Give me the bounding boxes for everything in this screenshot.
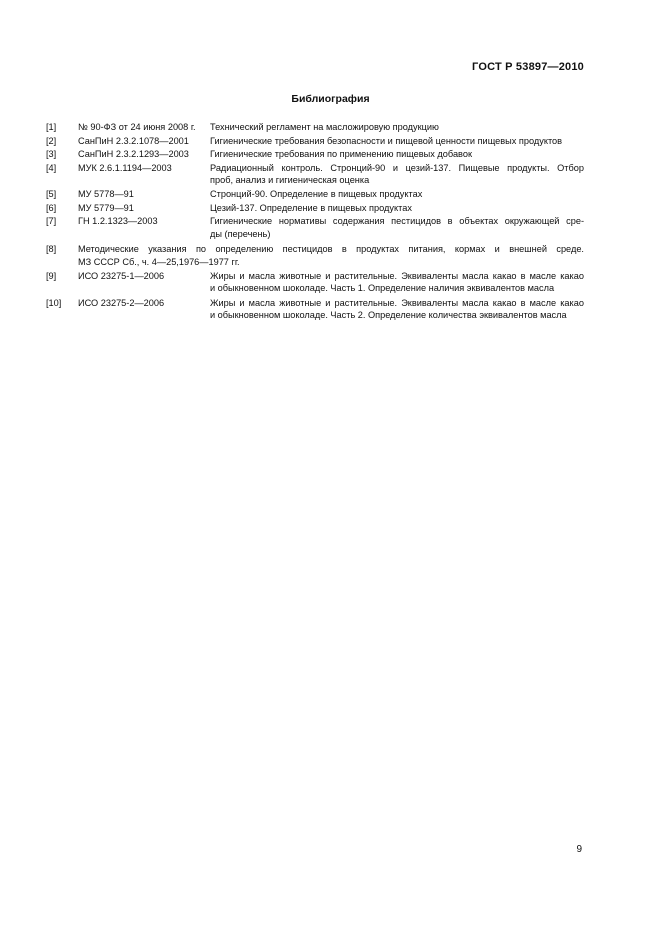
entry-description-line: МЗ СССР Сб., ч. 4—25,1976—1977 гг.	[78, 256, 240, 267]
entry-description	[78, 243, 584, 268]
entry-description	[210, 135, 584, 148]
entry-number: [10]	[46, 297, 62, 308]
bibliography-list	[46, 121, 584, 322]
entry-description	[210, 270, 584, 295]
entry-description-line: и обыкновенном шоколаде. Часть 2. Определение количества эквивалентов масла	[210, 310, 567, 321]
entry-description-line: Стронций-90. Определение в пищевых продуктах	[210, 188, 423, 199]
entry-description-line: Гигиенические требования безопасности и пищевой ценности пищевых продуктов	[210, 135, 563, 146]
entry-description-line: Технический регламент на масложировую продукцию	[210, 122, 439, 132]
entry-description	[210, 202, 584, 215]
entry-number: [3]	[46, 149, 57, 160]
entry-number: [4]	[46, 162, 57, 173]
entry-description	[210, 297, 584, 322]
entry-number: [8]	[46, 244, 57, 255]
entry-description	[210, 148, 584, 161]
entry-description-line: проб, анализ и гигиеническая оценка	[210, 175, 370, 186]
entry-description	[210, 121, 584, 134]
entry-document: ГН 1.2.1323—2003	[78, 216, 158, 227]
bibliography-entry	[46, 297, 584, 322]
bibliography-entry	[46, 243, 584, 268]
entry-description-line: Цезий-137. Определение в пищевых продуктах	[210, 202, 412, 213]
entry-number: [9]	[46, 270, 57, 281]
entry-description-line: Жиры и масла животные и растительные. Эквиваленты масла какао в масле какао	[210, 297, 584, 308]
page-title: Библиография	[291, 93, 370, 105]
entry-description-line: Жиры и масла животные и растительные. Эквиваленты масла какао в масле какао	[210, 270, 584, 281]
entry-description-line: Методические указания по определению пестицидов в продуктах питания, кормах и внешней среде.	[78, 244, 584, 255]
bibliography-entry	[46, 270, 584, 295]
entry-description	[210, 162, 584, 187]
bibliography-entry	[46, 135, 584, 148]
entry-description	[210, 188, 584, 201]
entry-document: МУ 5778—91	[78, 188, 134, 199]
entry-description	[210, 215, 584, 240]
entry-document: СанПиН 2.3.2.1078—2001	[78, 135, 189, 146]
entry-number: [1]	[46, 122, 57, 132]
bibliography-entry	[46, 188, 584, 201]
entry-description-line: Гигиенические нормативы содержания пестицидов в объектах окружающей сре-	[210, 216, 584, 227]
entry-description-line: ды (перечень)	[210, 228, 271, 239]
standard-code: ГОСТ Р 53897—2010	[472, 61, 584, 73]
bibliography-entry	[46, 202, 584, 215]
entry-number: [5]	[46, 188, 57, 199]
entry-document: МУ 5779—91	[78, 202, 134, 213]
entry-document: ИСО 23275-1—2006	[78, 270, 165, 281]
entry-document: СанПиН 2.3.2.1293—2003	[78, 149, 189, 160]
bibliography-entry	[46, 121, 584, 134]
entry-number: [6]	[46, 202, 57, 213]
entry-document: № 90-ФЗ от 24 июня 2008 г.	[78, 122, 196, 132]
entry-number: [2]	[46, 135, 57, 146]
entry-number: [7]	[46, 216, 57, 227]
page-number: 9	[576, 844, 582, 855]
bibliography-entry	[46, 148, 584, 161]
entry-document: ИСО 23275-2—2006	[78, 297, 165, 308]
entry-description-line: Радиационный контроль. Стронций-90 и цезий-137. Пищевые продукты. Отбор	[210, 162, 584, 173]
bibliography-entry	[46, 215, 584, 240]
entry-description-line: Гигиенические требования по применению пищевых добавок	[210, 149, 472, 160]
bibliography-entry	[46, 162, 584, 187]
entry-description-line: и обыкновенном шоколаде. Часть 1. Определение наличия эквивалентов масла	[210, 283, 555, 294]
entry-document: МУК 2.6.1.1194—2003	[78, 162, 172, 173]
